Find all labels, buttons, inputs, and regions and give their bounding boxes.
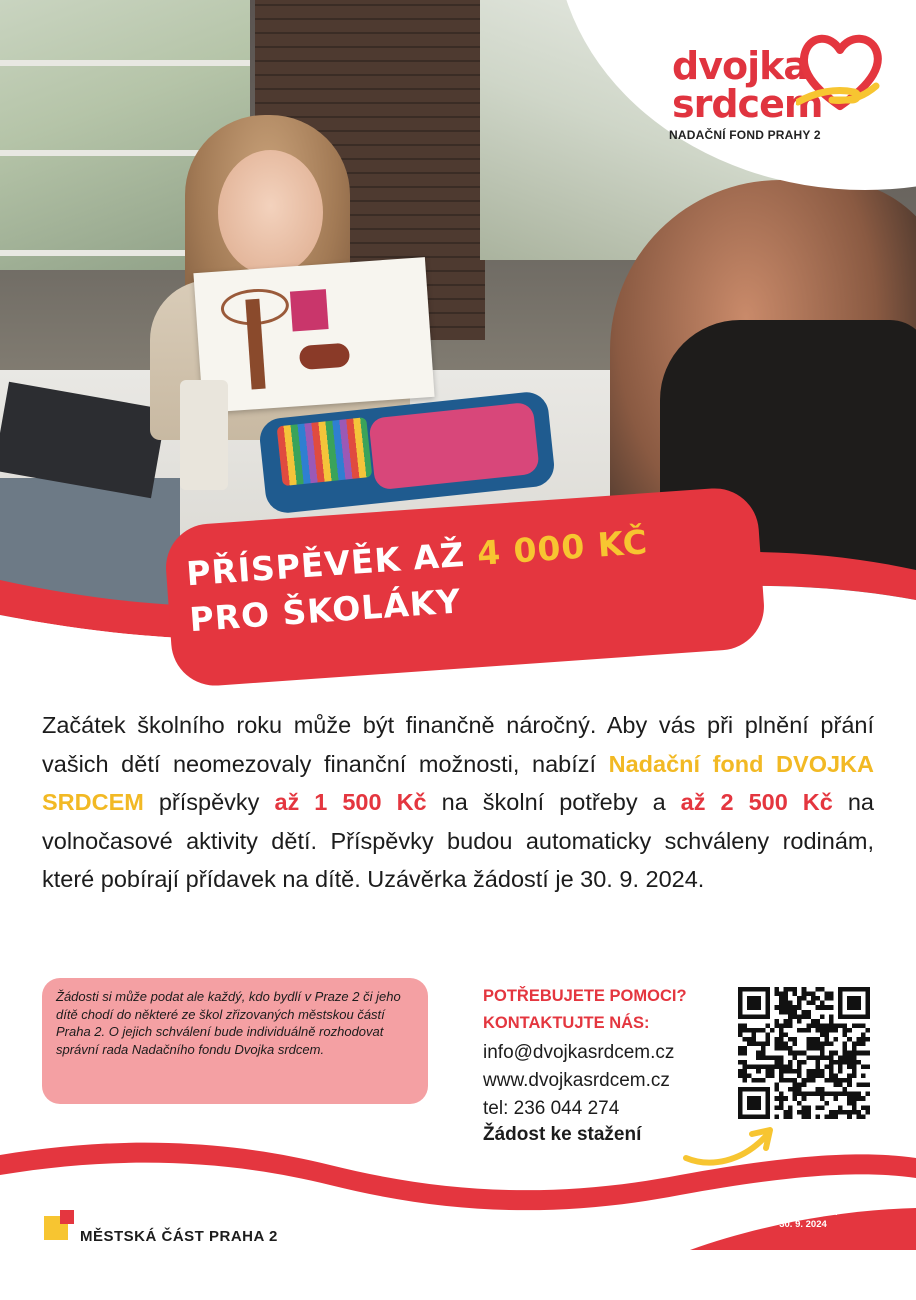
contact-email[interactable]: info@dvojkasrdcem.cz <box>483 1042 675 1063</box>
contact-heading-2: KONTAKTUJTE NÁS: <box>483 1014 650 1032</box>
download-application-link[interactable]: Žádost ke stažení <box>483 1124 642 1145</box>
headline-line2: PRO ŠKOLÁKY <box>188 581 463 640</box>
amount-school-supplies: až 1 500 Kč <box>274 789 427 815</box>
body-text-4: na volnočasové aktivity dětí. Příspěvky budou automaticky schváleny rodinám, které pobírají přídavek na dítě. Uzávěrka žádostí je 30. 9. 2024. <box>42 789 874 892</box>
heart-hand-icon <box>796 28 884 118</box>
logo-subtitle: NADAČNÍ FOND PRAHY 2 <box>669 128 821 142</box>
contact-heading-1: POTŘEBUJETE POMOCI? <box>483 987 687 1005</box>
body-text-3: na školní potřeby a <box>441 789 666 815</box>
contact-phone[interactable]: tel: 236 044 274 <box>483 1098 620 1119</box>
deadline-label: Uzávěrka končí <box>768 1207 838 1218</box>
logo-text-line2: srdcem <box>672 82 823 126</box>
contact-heading <box>483 983 687 1037</box>
district-name: MĚSTSKÁ ČÁST PRAHA 2 <box>80 1228 278 1245</box>
amount-activities: až 2 500 Kč <box>680 789 833 815</box>
qr-code-icon[interactable] <box>738 987 870 1119</box>
headline-line1: PŘÍSPĚVĚK AŽ <box>185 534 467 594</box>
deadline-date: 30. 9. 2024 <box>779 1219 827 1230</box>
photo-girl-face <box>218 150 323 275</box>
photo-child-drawing <box>193 257 434 413</box>
body-text-2: příspěvky <box>158 789 260 815</box>
photo-cup <box>180 380 228 490</box>
logo-text-line1: dvojka <box>672 44 809 88</box>
body-paragraph <box>42 706 874 899</box>
eligibility-note: Žádosti si může podat ale každý, kdo bydlí v Praze 2 či jeho dítě chodí do některé ze škol zřizovaných městskou částí Praha 2. O jejich schválení bude individuálně rozhodovat správní rada Nadačního fondu Dvojka srdcem. <box>42 978 428 1104</box>
praha2-logo <box>44 1210 74 1240</box>
deadline-badge <box>762 1207 844 1231</box>
headline-amount: 4 000 KČ <box>475 522 650 574</box>
body-text-1: Začátek školního roku může být finančně náročný. Aby vás při plnění přání vašich dětí neomezovaly finanční možnosti, nabízí <box>42 712 874 777</box>
contact-website[interactable]: www.dvojkasrdcem.cz <box>483 1070 670 1091</box>
fund-name: Nadační fond DVOJKA SRDCEM <box>42 750 874 815</box>
